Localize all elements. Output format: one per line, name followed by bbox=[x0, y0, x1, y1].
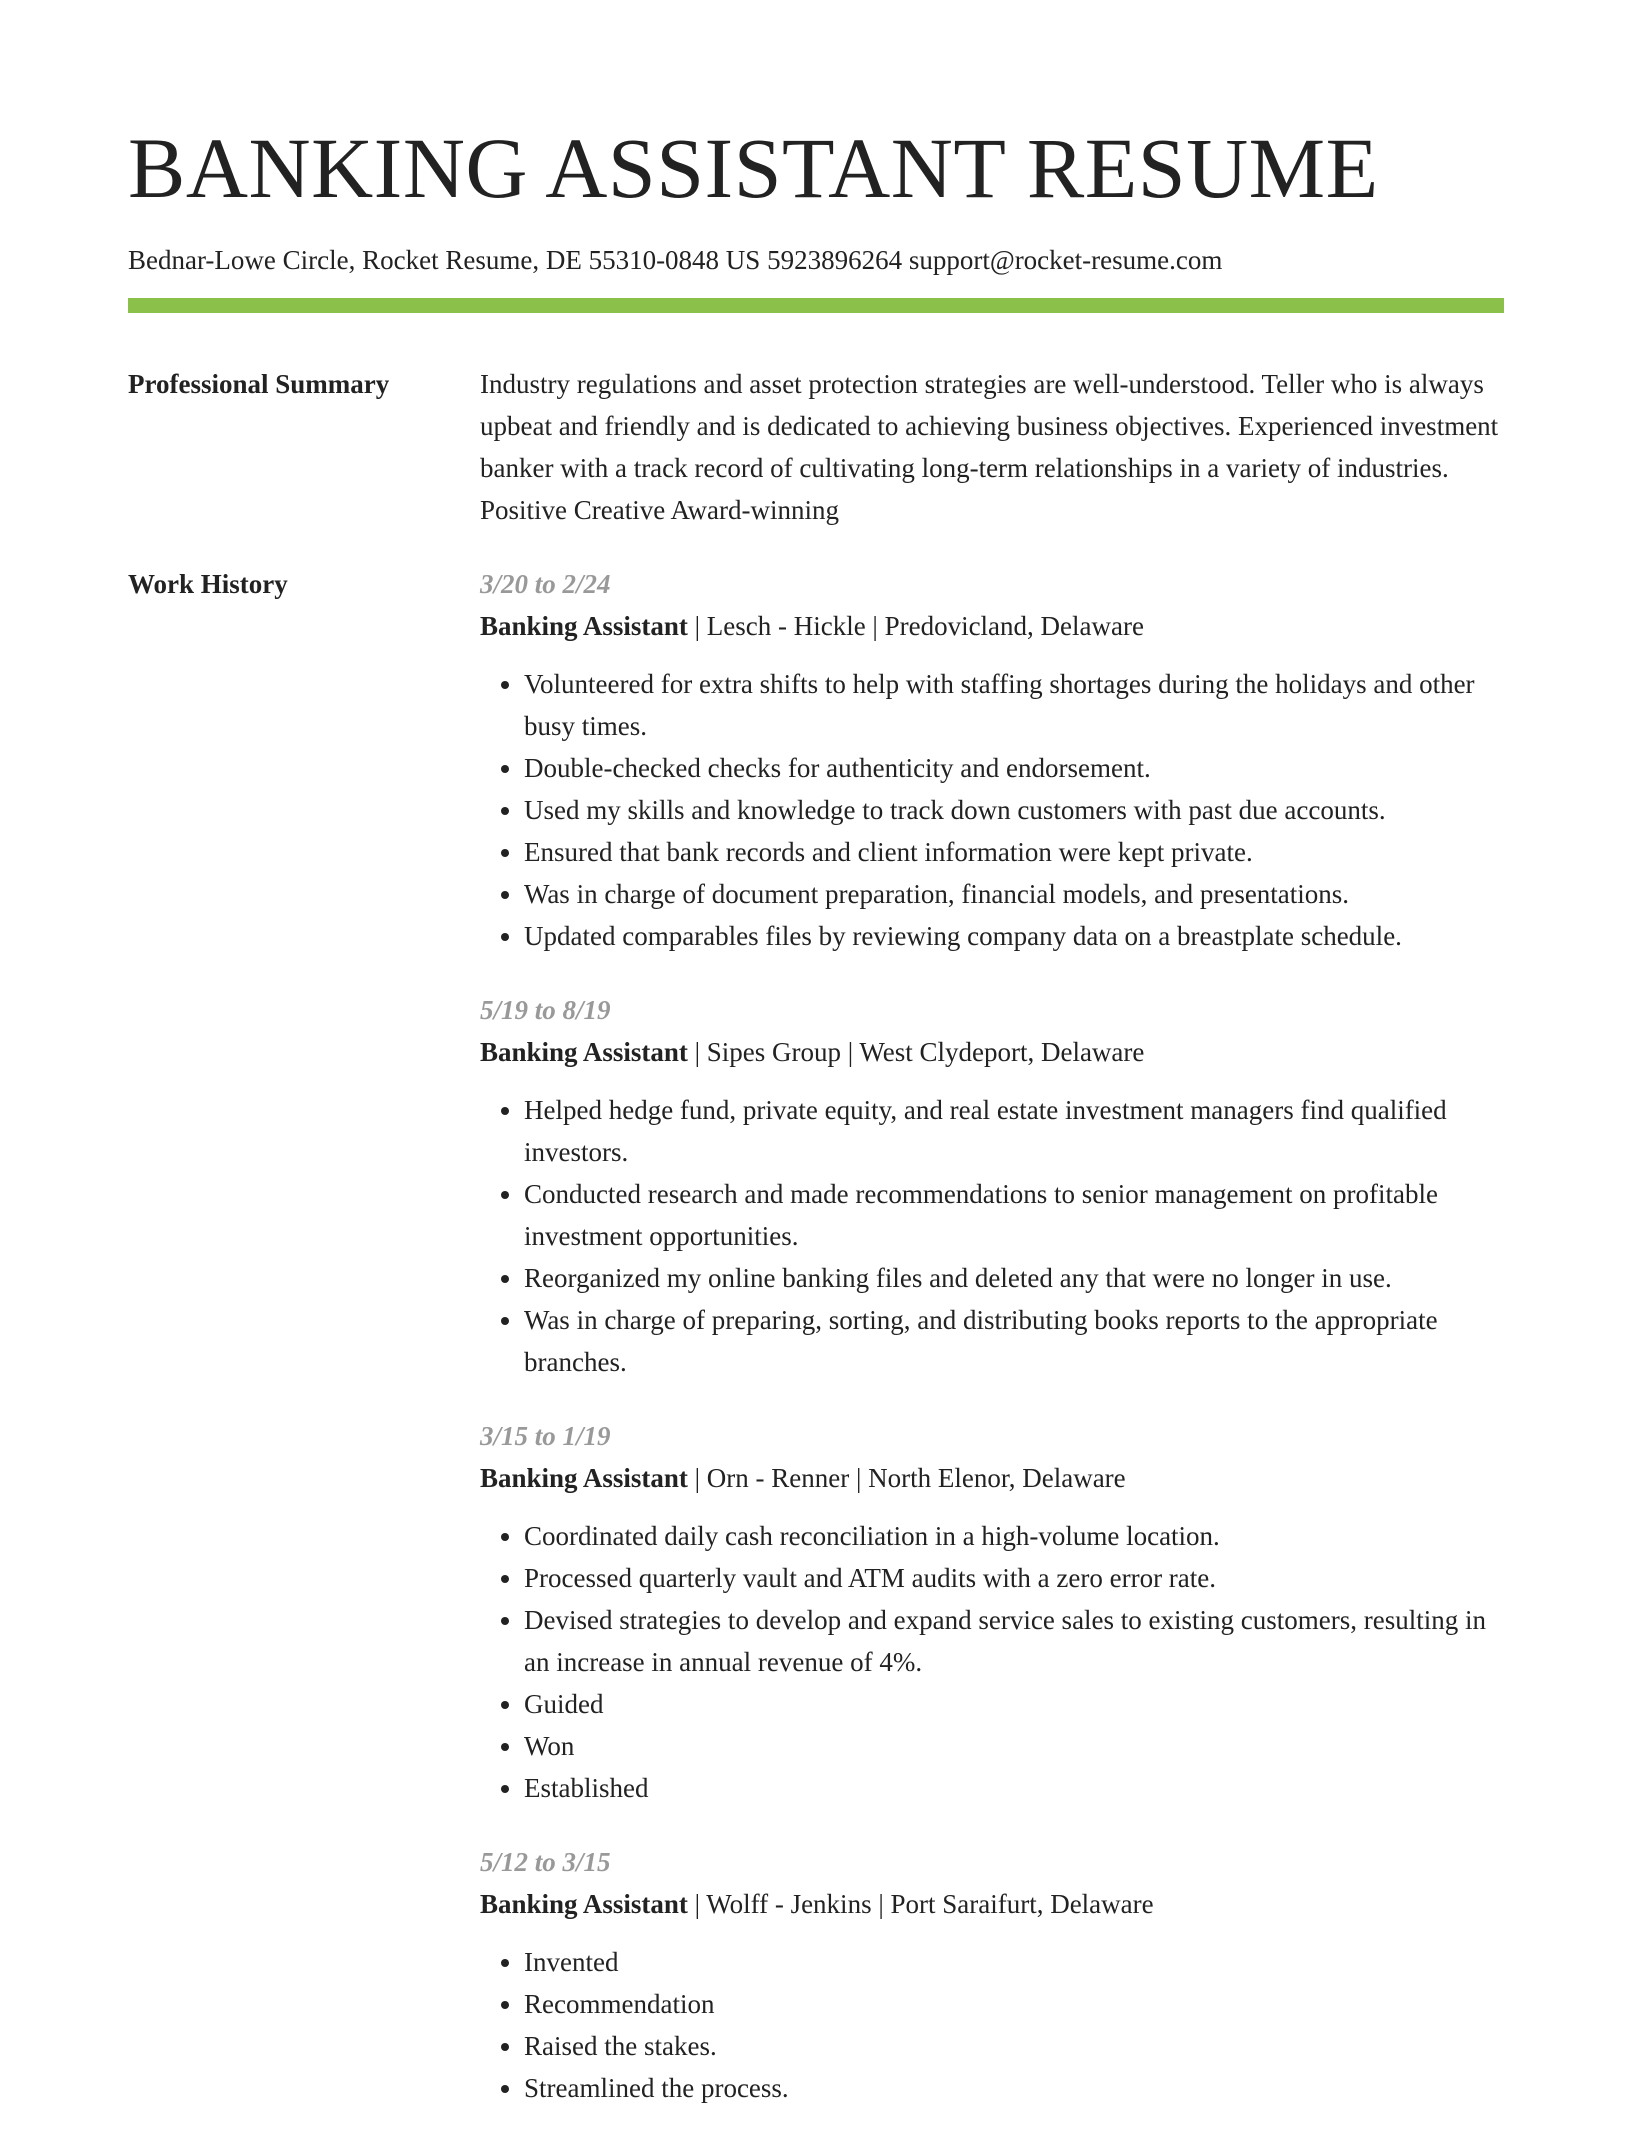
job-dates: 5/19 to 8/19 bbox=[480, 995, 611, 1025]
job-details: | Wolff - Jenkins | Port Saraifurt, Delaware bbox=[687, 1889, 1154, 1919]
job-bullet: • Double-checked checks for authenticity and endorsement. bbox=[524, 747, 1504, 789]
job-dates: 5/12 to 3/15 bbox=[480, 1847, 611, 1877]
job-bullet: • Helped hedge fund, private equity, and real estate investment managers find qualified investors. bbox=[524, 1089, 1504, 1173]
job-bullet: • Guided bbox=[524, 1683, 1504, 1725]
job-title-line bbox=[480, 1031, 1504, 1073]
job-entry bbox=[480, 1415, 1504, 1809]
job-bullet: • Streamlined the process. bbox=[524, 2067, 1504, 2109]
job-bullet: • Used my skills and knowledge to track down customers with past due accounts. bbox=[524, 789, 1504, 831]
section-label-summary: Professional Summary bbox=[128, 369, 390, 399]
accent-divider bbox=[128, 298, 1504, 313]
contact-line: Bednar-Lowe Circle, Rocket Resume, DE 55310-0848 US 5923896264 support@rocket-resume.com bbox=[128, 245, 1223, 275]
job-bullets bbox=[480, 1941, 1504, 2109]
job-role: Banking Assistant bbox=[480, 1889, 688, 1919]
job-role: Banking Assistant bbox=[480, 1037, 688, 1067]
job-bullet: • Ensured that bank records and client information were kept private. bbox=[524, 831, 1504, 873]
job-bullets bbox=[480, 663, 1504, 957]
job-title-line bbox=[480, 1457, 1504, 1499]
job-bullet: • Established bbox=[524, 1767, 1504, 1809]
job-title-line bbox=[480, 1883, 1504, 1925]
job-bullet: • Coordinated daily cash reconciliation in a high-volume location. bbox=[524, 1515, 1504, 1557]
job-details: | Sipes Group | West Clydeport, Delaware bbox=[687, 1037, 1145, 1067]
job-dates: 3/15 to 1/19 bbox=[480, 1421, 611, 1451]
job-bullet: • Was in charge of document preparation, financial models, and presentations. bbox=[524, 873, 1504, 915]
job-bullet: • Devised strategies to develop and expand service sales to existing customers, resulting in an increase in annual revenue of 4%. bbox=[524, 1599, 1504, 1683]
job-bullet: • Volunteered for extra shifts to help with staffing shortages during the holidays and other busy times. bbox=[524, 663, 1504, 747]
job-bullet: • Reorganized my online banking files and deleted any that were no longer in use. bbox=[524, 1257, 1504, 1299]
resume-title: BANKING ASSISTANT RESUME bbox=[128, 120, 1379, 216]
job-bullets bbox=[480, 1515, 1504, 1809]
work-history-section bbox=[128, 563, 1504, 2141]
job-role: Banking Assistant bbox=[480, 611, 688, 641]
job-title-line bbox=[480, 605, 1504, 647]
job-bullet: • Won bbox=[524, 1725, 1504, 1767]
job-bullet: • Recommendation bbox=[524, 1983, 1504, 2025]
job-bullet: • Was in charge of preparing, sorting, and distributing books reports to the appropriate branches. bbox=[524, 1299, 1504, 1383]
job-bullet: • Updated comparables files by reviewing company data on a breastplate schedule. bbox=[524, 915, 1504, 957]
job-details: | Lesch - Hickle | Predovicland, Delaware bbox=[687, 611, 1144, 641]
job-entry bbox=[480, 989, 1504, 1383]
job-bullet: • Raised the stakes. bbox=[524, 2025, 1504, 2067]
job-details: | Orn - Renner | North Elenor, Delaware bbox=[687, 1463, 1126, 1493]
work-history-list bbox=[480, 563, 1504, 2141]
job-entry bbox=[480, 1841, 1504, 2109]
job-entry bbox=[480, 563, 1504, 957]
job-bullets bbox=[480, 1089, 1504, 1383]
section-label-work: Work History bbox=[128, 569, 288, 599]
summary-text: Industry regulations and asset protection strategies are well-understood. Teller who is always upbeat and friendly and is dedicated to achieving business objectives. Experienced investment banker with a track record of cultivating long-term relationships in a variety of industries. Positive Creative Award-winning bbox=[480, 369, 1499, 525]
job-bullet: • Conducted research and made recommendations to senior management on profitable investment opportunities. bbox=[524, 1173, 1504, 1257]
job-bullet: • Processed quarterly vault and ATM audits with a zero error rate. bbox=[524, 1557, 1504, 1599]
job-dates: 3/20 to 2/24 bbox=[480, 569, 611, 599]
job-role: Banking Assistant bbox=[480, 1463, 688, 1493]
job-bullet: • Invented bbox=[524, 1941, 1504, 1983]
professional-summary-section bbox=[128, 363, 1504, 531]
